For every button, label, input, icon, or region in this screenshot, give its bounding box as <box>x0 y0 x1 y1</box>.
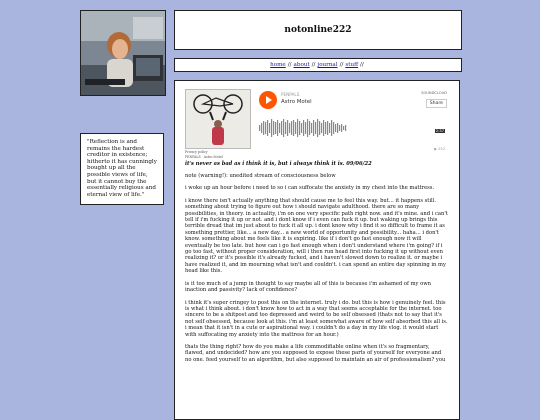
journal-entry <box>174 80 460 420</box>
profile-photo <box>80 10 166 96</box>
quote-text: "Reflection is and remains the hardest creditor in existence; hitherto it has cunningly bought up all the possible views of life, but it cannot buy the essentially religious and eternal view of life." <box>87 139 157 198</box>
share-button[interactable]: Share <box>426 99 447 108</box>
nav-link-stuff[interactable]: stuff <box>345 62 359 68</box>
post-paragraph: note (warning!): unedited stream of consciousness below <box>185 173 336 179</box>
nav-separator: // <box>311 62 316 68</box>
waveform[interactable] <box>259 117 349 139</box>
play-count: ▶ 252 <box>434 147 445 151</box>
nav-link-journal[interactable]: journal <box>317 62 338 68</box>
site-title-box <box>174 10 462 50</box>
play-count-value: 252 <box>438 147 445 151</box>
track-title[interactable]: Astro Motel <box>281 99 312 105</box>
cookie-note[interactable]: Privacy policy <box>185 150 208 154</box>
nav-link-about[interactable]: about <box>293 62 310 68</box>
soundcloud-logo[interactable]: SOUNDCLOUD <box>421 91 447 95</box>
sidebar-quote <box>80 133 164 205</box>
nav-separator: // <box>360 62 364 68</box>
post-paragraph: i know there isn't actually anything that should cause me to feel this way. but... it happens still. something about trying to figure out how i should navigate adulthood. there are so many possibilities, in theory. in actuality, i'm on one very specific path right now. and it's mine. and i can't tell if i'm fucking it up or not. and i dont know if i even can fuck it up. but waking up brings this terrible dread that im just about to fuck it all up. i dont know why i find it so difficult to frame it as something prettier, like... a new day... a new world of opportunity and possibility... haha... i don't know. something about me feels like it is expiring. like if i don't go fast enough now it will eventually be too late. but how can i go fast enough when i don't understand where i'm going? if i go too fast, without proper consideration, will i then run head first into fucking it up without even realizing it? or it's possible it's already fucked, and i haven't slowed down to realize it. or maybe i have realized it, and im mourning what isn't and couldn't. i can spend an entire day spinning in my head like this. <box>185 197 448 275</box>
nav-link-home[interactable]: home <box>270 62 286 68</box>
album-art[interactable] <box>185 89 251 149</box>
post-title: it's never as bad as i think it is, but i always think it is. 09/06/22 <box>185 161 372 167</box>
track-duration: 2:37 <box>435 129 444 133</box>
track-artist[interactable]: PENPALS <box>281 92 300 97</box>
woman-at-computer-image <box>81 11 165 95</box>
post-paragraph: thats the thing right? how do you make a life commodifiable online when it's so fragmentary, flawed, and undecided? how are you supposed to expose these parts of yourself for everyone and no one. feed yourself to an algorithm, but also supposed to maintain an air of professionalism? you <box>185 343 446 363</box>
nav-separator: // <box>287 62 292 68</box>
main-nav <box>174 58 462 72</box>
player-panel <box>257 89 449 157</box>
site-title: notonline222 <box>284 25 352 35</box>
post-paragraph: i think it's super cringey to post this on the internet. truly i do. but this is how i genuinely feel. this is what i think about. i don't know how to act in a way that seems acceptable for the internet. too sincere to be a shitpost and too depressed and weird to be self obsessed (thats not to say that it's not self obsessed, because look at this. i'm at least somewhat aware of how self absorbed this all is. i mean that it isn't in a cute or aspirational way. i couldn't do a day in my life vlog. it would start with suffocating my anxiety into the mattress for an hour.) <box>185 299 448 338</box>
post-paragraph: i woke up an hour before i need to so i can suffocate the anxiety in my chest into the mattress. <box>185 185 435 192</box>
play-button[interactable] <box>259 91 277 109</box>
nav-separator: // <box>339 62 344 68</box>
post-paragraph: is it too much of a jump in thought to say maybe all of this is because i'm ashamed of my own inaction and passivity? lack of confidence? <box>185 280 432 294</box>
bicycle-image <box>186 90 250 148</box>
soundcloud-player <box>185 89 449 157</box>
art-caption: PENPALS · Astro Motel <box>185 155 223 159</box>
post-body <box>185 161 449 363</box>
